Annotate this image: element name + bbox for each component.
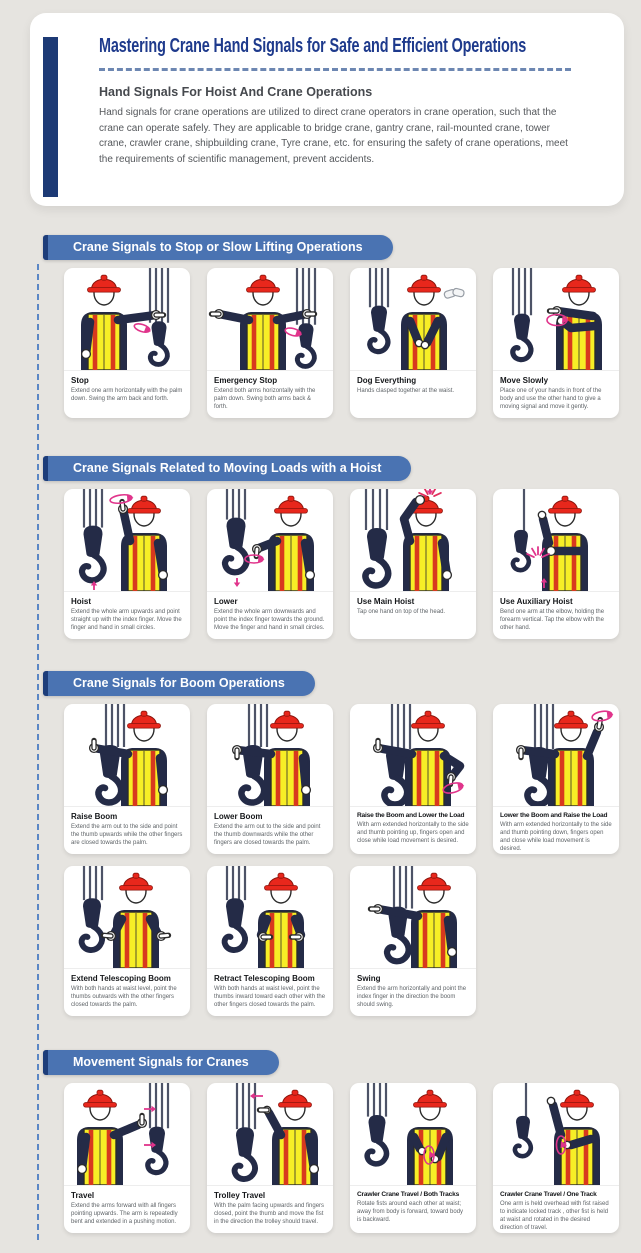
card-description: Extend the arms forward with all fingers pointing upwards. The arm is repeatedly bent and extended in a pushing motion. [71, 1203, 178, 1226]
signal-card [493, 704, 619, 854]
retract-telescoping-boom-illustration [207, 866, 333, 968]
signal-card [207, 1083, 333, 1233]
emergency-stop-illustration [207, 268, 333, 370]
signal-card [64, 489, 190, 639]
card-text [493, 370, 619, 411]
card-description: Rotate fists around each other at waist; away from body is forward, toward body is backward. [357, 1201, 464, 1224]
card-text [64, 806, 190, 847]
section-header [43, 456, 411, 481]
card-text [350, 1185, 476, 1224]
page-title: Mastering Crane Hand Signals for Safe and Efficient Operations [99, 35, 527, 57]
section-header [43, 1050, 279, 1075]
section-title: Crane Signals for Boom Operations [73, 676, 285, 690]
card-description: Place one of your hands in front of the body and use the other hand to give a moving signal and move it gently. [500, 388, 602, 411]
cards-grid [64, 268, 624, 418]
sections-container [43, 235, 641, 1233]
card-description: With arm extended horizontally to the side and thumb pointing up, fingers open and close while load movement is desired. [357, 822, 469, 845]
card-description: Extend one arm horizontally with the palm down. Swing the arm back and forth. [71, 388, 183, 403]
card-text [493, 591, 619, 632]
card-title: Use Main Hoist [357, 597, 415, 606]
card-title: Lower the Boom and Raise the Load [500, 812, 608, 819]
card-description: Extend both arms horizontally with the palm down. Swing both arms back & forth. [214, 388, 316, 411]
header-content [30, 13, 624, 167]
signal-card [493, 1083, 619, 1233]
card-title: Move Slowly [500, 376, 549, 385]
card-description: Tap one hand on top of the head. [357, 609, 446, 615]
crawler-crane-travel-both-tracks-illustration [350, 1083, 476, 1185]
card-description: With the palm facing upwards and fingers closed, point the thumb and move the fist in the direction the trolley should travel. [214, 1203, 325, 1226]
use-main-hoist-illustration [350, 489, 476, 591]
signal-card [350, 489, 476, 639]
trolley-travel-illustration [207, 1083, 333, 1185]
lower-boom-illustration [207, 704, 333, 806]
signal-card [64, 268, 190, 418]
card-text [207, 968, 333, 1009]
card-text [64, 370, 190, 403]
card-text [207, 591, 333, 632]
card-description: Extend the whole arm downwards and point the index finger towards the ground. Move the finger and hand in small circles. [214, 609, 325, 632]
extend-telescoping-boom-illustration [64, 866, 190, 968]
header-accent-bar [43, 37, 58, 197]
hoist-illustration [64, 489, 190, 591]
card-title: Extend Telescoping Boom [71, 974, 171, 983]
card-description: Hands clasped together at the waist. [357, 388, 455, 394]
card-description: One arm is held overhead with fist raised to indicate locked track , other fist is held at waist and rotated in the desired direction of travel. [500, 1201, 609, 1232]
card-description: Extend the whole arm upwards and point straight up with the index finger. Move the finger and hand in small circles. [71, 609, 182, 632]
card-text [64, 1185, 190, 1226]
card-title: Hoist [71, 597, 91, 606]
signal-card [64, 1083, 190, 1233]
signal-card [207, 704, 333, 854]
move-slowly-illustration [493, 268, 619, 370]
card-title: Crawler Crane Travel / One Track [500, 1191, 597, 1198]
signal-card [207, 866, 333, 1016]
left-dashed-guide [37, 264, 39, 1240]
card-text [207, 806, 333, 847]
signal-card [64, 866, 190, 1016]
card-title: Lower Boom [214, 812, 263, 821]
section-title: Crane Signals Related to Moving Loads with a Hoist [73, 461, 382, 475]
cards-grid [64, 704, 624, 1016]
header-description: Hand signals for crane operations are utilized to direct crane operators in crane operation, such that the crane can operate safely. They are applicable to bridge crane, gantry crane, rail-mounted crane, tower crane, crawler crane, shipbuilding crane, Tyre crane, etc. for ensuring the safety of crane operations, meet the requirements of scientific management, prevent accidents. [99, 107, 568, 165]
stop-illustration [64, 268, 190, 370]
card-description: Extend the arm horizontally and point the index finger in the direction the boom should swing. [357, 986, 467, 1009]
card-description: Bend one arm at the elbow, holding the forearm vertical. Tap the elbow with the other hand. [500, 609, 605, 632]
signal-card [493, 268, 619, 418]
signal-card [493, 489, 619, 639]
section-header [43, 671, 315, 696]
use-auxiliary-hoist-illustration [493, 489, 619, 591]
raise-boom-lower-load-illustration [350, 704, 476, 806]
swing-illustration [350, 866, 476, 968]
section-header [43, 235, 393, 260]
card-description: With both hands at waist level, point the thumbs inward toward each other with the other fingers closed towards the palm. [214, 986, 326, 1009]
card-title: Raise the Boom and Lower the Load [357, 812, 465, 819]
travel-illustration [64, 1083, 190, 1185]
lower-illustration [207, 489, 333, 591]
crawler-crane-travel-one-track-illustration [493, 1083, 619, 1185]
cards-grid [64, 1083, 624, 1233]
card-title: Emergency Stop [214, 376, 278, 385]
card-text [64, 968, 190, 1009]
cards-grid [64, 489, 624, 639]
card-text [207, 370, 333, 411]
card-description: With arm extended horizontally to the side and thumb pointing down, fingers open and close while load movement is desired. [500, 822, 612, 853]
raise-boom-illustration [64, 704, 190, 806]
card-title: Travel [71, 1191, 95, 1200]
card-text [64, 591, 190, 632]
card-text [350, 591, 476, 616]
card-title: Retract Telescoping Boom [214, 974, 315, 983]
header-subtitle: Hand Signals For Hoist And Crane Operations [99, 85, 373, 99]
card-title: Swing [357, 974, 381, 983]
section-title: Movement Signals for Cranes [73, 1055, 249, 1069]
signal-card [350, 1083, 476, 1233]
signal-card [207, 489, 333, 639]
section-2 [43, 456, 641, 639]
dog-everything-illustration [350, 268, 476, 370]
card-text [207, 1185, 333, 1226]
signal-card [350, 704, 476, 854]
signal-card [64, 704, 190, 854]
card-description: Extend the arm out to the side and point the thumb downwards while the other fingers are closed towards the palm. [214, 824, 321, 847]
card-title: Crawler Crane Travel / Both Tracks [357, 1191, 460, 1198]
card-text [350, 370, 476, 395]
card-title: Use Auxiliary Hoist [500, 597, 573, 606]
card-description: Extend the arm out to the side and point the thumb upwards while the other fingers are closed towards the palm. [71, 824, 183, 847]
card-title: Dog Everything [357, 376, 417, 385]
card-text [350, 968, 476, 1009]
lower-boom-raise-load-illustration [493, 704, 619, 806]
section-title: Crane Signals to Stop or Slow Lifting Operations [73, 240, 363, 254]
signal-card [350, 268, 476, 418]
card-title: Lower [214, 597, 238, 606]
title-dashed-divider [99, 68, 571, 71]
card-title: Trolley Travel [214, 1191, 266, 1200]
card-description: With both hands at waist level, point the thumbs outwards with the other fingers closed towards the palm. [71, 986, 177, 1009]
card-title: Raise Boom [71, 812, 118, 821]
header-card [30, 13, 624, 206]
section-3 [43, 671, 641, 1016]
card-text [493, 1185, 619, 1232]
card-text [350, 806, 476, 845]
signal-card [207, 268, 333, 418]
card-title: Stop [71, 376, 89, 385]
card-text [493, 806, 619, 853]
section-4 [43, 1050, 641, 1233]
section-1 [43, 235, 641, 418]
signal-card [350, 866, 476, 1016]
